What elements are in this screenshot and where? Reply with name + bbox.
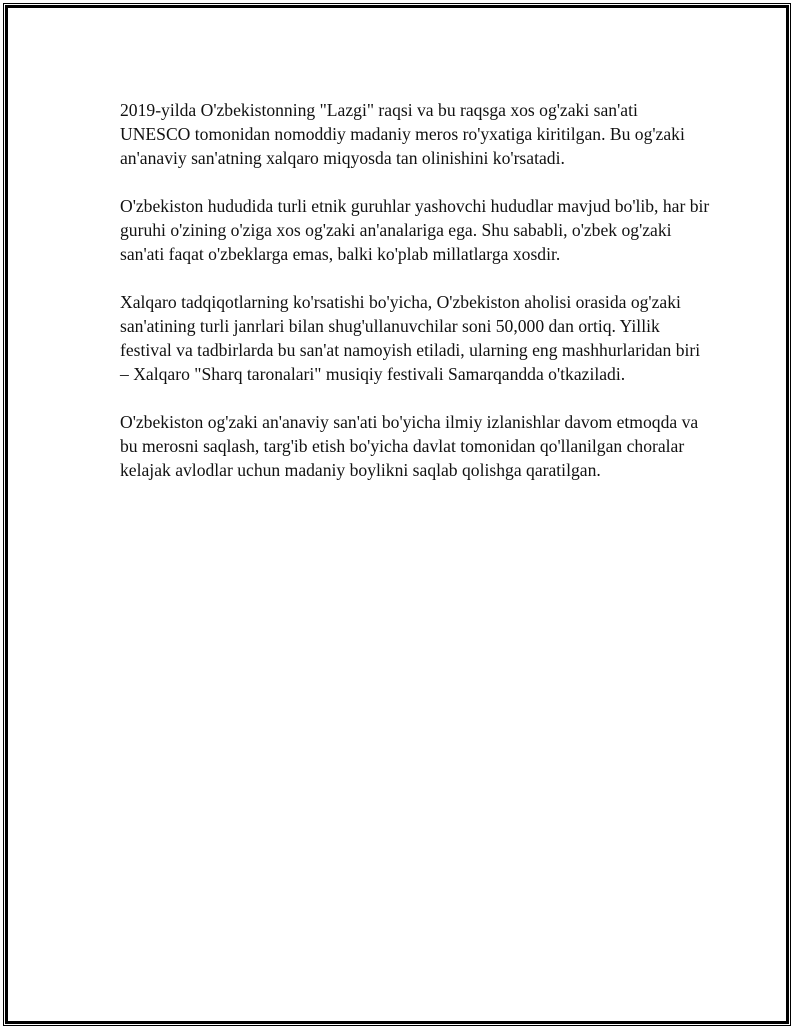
paragraph-3: Xalqaro tadqiqotlarning ko'rsatishi bo'yicha, O'zbekiston aholisi orasida og'zaki san'atining turli janrlari bilan shug'ullanuvchilar soni 50,000 dan ortiq. Yillik festival va tadbirlarda bu san'at namoyish etiladi, ularning eng mashhurlaridan biri – Xalqaro "Sharq taronalari" musiqiy festivali Samarqandda o'tkaziladi. xyxy=(120,292,701,384)
paragraph-1: 2019-yilda O'zbekistonning "Lazgi" raqsi va bu raqsga xos og'zaki san'ati UNESCO tomonidan nomoddiy madaniy meros ro'yxatiga kiritilgan. Bu og'zaki an'anaviy san'atning xalqaro miqyosda tan olinishini ko'rsatadi. xyxy=(120,100,685,168)
paragraph-2: O'zbekiston hududida turli etnik guruhlar yashovchi hududlar mavjud bo'lib, har bir guruhi o'zining o'ziga xos og'zaki an'analariga ega. Shu sababli, o'zbek og'zaki san'ati faqat o'zbeklarga emas, balki ko'plab millatlarga xosdir. xyxy=(120,196,710,264)
document-page xyxy=(3,3,791,1026)
document-body xyxy=(120,98,710,506)
paragraph-4: O'zbekiston og'zaki an'anaviy san'ati bo'yicha ilmiy izlanishlar davom etmoqda va bu merosni saqlash, targ'ib etish bo'yicha davlat tomonidan qo'llanilgan choralar kelajak avlodlar uchun madaniy boylikni saqlab qolishga qaratilgan. xyxy=(120,412,699,480)
